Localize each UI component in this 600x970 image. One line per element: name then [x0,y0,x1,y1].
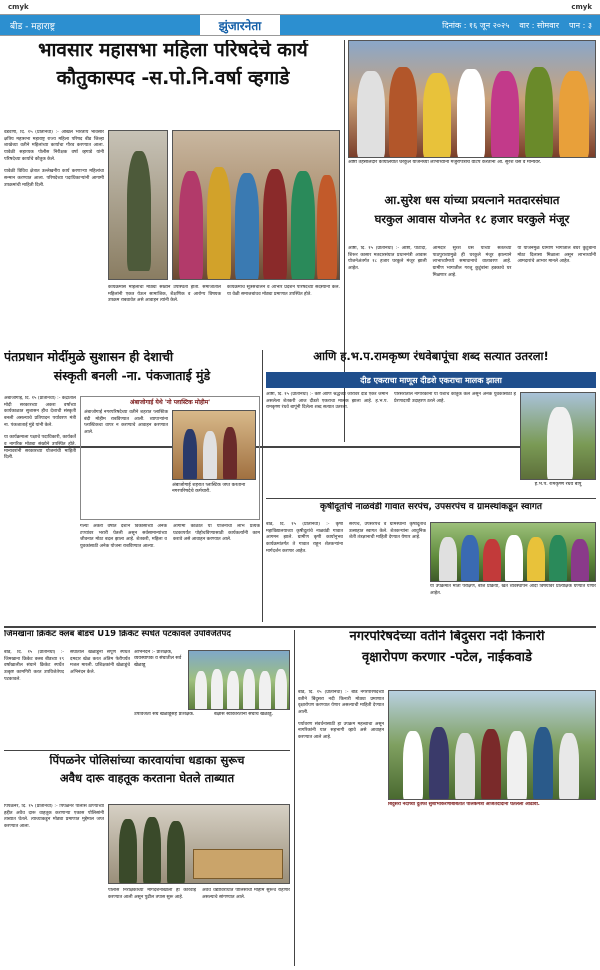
article-8-lower-columns [108,888,290,966]
cricket-caption-1: उपविजेता संघ खेळाडूंसह प्रशिक्षक. [134,712,195,717]
plastic-seizure-caption: अंबाजोगाई शहरात प्लास्टिक जप्त करताना नगरपरिषदेचे कर्मचारी. [172,482,246,495]
article-4-body-2: परिसरातील नागरिकांनी या यशाचे कौतुक केले असून अनेक युवकांसाठी हे प्रेरणादायी उदाहरण ठरले आहे. [394,392,516,404]
article-2-headline-block [348,194,596,242]
article-1-body-2: कार्यक्रमास महिलांची मोठ्या संख्येने उपस्थिती होती. समाजातील महिलांनी एकत्र येऊन सामाजिक, शैक्षणिक व आरोग्य विषयक उपक्रम राबवावेत असे आवाहन त्यांनी केले. [108,285,221,304]
article-8-body [4,804,104,966]
cricket-team-photo [188,650,290,710]
page-number: पान : ३ [569,20,592,30]
bindusara-river-review-photo [388,690,596,800]
article-2-body-2: आमदार सुरेश धस यांच्या सततच्या पाठपुराव्यामुळे ही घरकुले मंजूर झाल्याने लाभार्थ्यांमध्ये समाधानाचे वातावरण आहे. ग्रामीण भागातील गरजू कुटुंबांना हक्काचे घर मिळणार आहे. [432,246,512,278]
article-4-body [266,392,516,496]
article-4-banner-text: दीड एकराचा माणूस दीडशे एकराचा मालक झाला [360,375,502,385]
gharkul-distribution-photo [348,40,596,158]
article-5-body-3: या उपक्रमात माती परीक्षण, बीज प्रक्रिया, खत व्यवस्थापन आदी विषयांवर प्रात्यक्षिके घेण्यात येणार आहेत. [430,584,596,596]
article-6-body-2: संघातील खेळाडूंनी संपूर्ण स्पर्धेत दमदार खेळ करत अंतिम फेरीपर्यंत मजल मारली. प्रशिक्षकांनी खेळाडूंचे अभिनंदन केले. [70,650,130,675]
article-5-headline-block [266,502,596,518]
article-4-headline-block [266,350,596,368]
article-4-headline: आणि ह.भ.प.रामकृष्ण रंधवेबापूंचा शब्द सत्यात उतरला! [313,350,549,363]
plastic-seizure-photo [172,410,256,480]
no-plastic-box [80,396,260,520]
article-6-captions [134,712,290,746]
page-masthead [0,14,600,36]
newspaper-logo: झुंजारनेता [218,18,262,33]
article-7-headline-1: नगरपरिषदेच्या वतीने बिंदुसरा नदी किनारी [349,630,545,644]
seized-liquor-photo [108,804,290,884]
bindusara-photo-caption: बिंदुसरा नदीच्या दुतर्फा सुशोभीकरणाबाबतीत पालकमंत्री अजितदादांनी घेतलेला आढावा. [388,802,540,807]
cricket-caption-2: बक्षीस स्वीकारताना संघाचे खेळाडू. [214,712,274,717]
article-5-headline: कृषीदूतांचे नाळवंडी गावात सरपंच, उपसरपंच व ग्रामस्थांकडून स्वागत [319,502,543,512]
no-plastic-box-body: अंबाजोगाई नगरपरिषदेच्या वतीने शहरात प्लास्टिक बंदी मोहीम राबविण्यात आली. व्यापाऱ्यांना प्लास्टिकचा वापर न करण्याचे आवाहन करण्यात आले. [84,409,168,435]
article-1-headline-2: कौतुकास्पद -स.पो.नि.वर्षा व्हगाडे [56,66,290,89]
article-2-headline-2: घरकुल आवास योजनेत १८ हजार घरकुले मंजूर [374,212,570,227]
article-5-body-lower [430,584,596,622]
no-plastic-box-title: अंबाजोगाई येथे 'नो प्लास्टिक मोहीम' [129,399,211,406]
women-council-group-photo [172,130,340,280]
article-3-lower-columns [80,524,260,622]
article-7-caption-block [388,802,596,966]
ramkrishna-caption: ह.भ.प. रामकृष्ण रंधवे बापू [534,482,582,487]
article-3-headline-2: संस्कृती बनली -ना. पंकजाताई मुंडे [53,368,211,384]
article-6-body-1: बीड, दि. १५ (प्रतिनिधी) :- जिमखाना क्रिकेट क्लब बीडच्या १९ वर्षांखालील संघाने क्रिकेट स्पर्धेत उत्कृष्ट कामगिरी करत उपविजेतेपद पटकावले. [4,650,64,682]
article-6-headline: जिमखाना क्रिकेट क्लब बीडचे U19 क्रिकेट स्पर्धेत पटकावले उपविजेतेपद [4,630,231,639]
article-5-body [266,522,426,622]
cmyk-mark-right: cmyk [571,3,592,11]
article-2-body-1: आष्टी, दि. १५ (प्रतिनिधी) :- आष्टी, पाटोदा, शिरूर कासार मतदारसंघात प्रधानमंत्री आवास योजनेअंतर्गत १८ हजार घरकुले मंजूर झाली आहेत. [348,246,427,271]
ramkrishna-randhave-photo [520,392,596,480]
article-1-body-4: कार्यक्रमाचे सूत्रसंचालन व आभार प्रदर्शन परिषदेच्या सदस्यांनी केले. या वेळी समाजबांधव मोठ्या प्रमाणात उपस्थित होते. [227,285,340,297]
article-5-body-1: बीड, दि. १५ (प्रतिनिधी) :- कृषी महाविद्यालयाच्या कृषीदूतांचे नाळवंडी गावात आगमन झाले. ग्रामीण कृषी कार्यानुभव कार्यक्रमांतर्गत ते गावात राहून शेतकऱ्यांना मार्गदर्शन करणार आहेत. [266,522,343,554]
article-1-headline-1: भावसार महासभा महिला परिषदेचे कार्य [38,40,308,61]
article-7-headline-2: वृक्षारोपण करणार -पटेल, नाईकवाडे [362,649,532,665]
article-1-headline-block [4,40,342,126]
issue-day: वार : सोमवार [519,20,559,30]
article-3-body-3: या कार्यक्रमाला पक्षाचे पदाधिकारी, कार्यकर्ते व नागरिक मोठ्या संख्येने उपस्थित होते. मान्यवरांनी सरकारच्या योजनांची माहिती दिली. [4,435,76,461]
article-3-body-4: आगामी काळात या योजनांचा लाभ प्रत्येक घटकापर्यंत पोहोचविण्यासाठी कार्यकर्त्यांनी काम करावे असे आवाहन करण्यात आले. [173,524,260,543]
article-8-body-1: पिंपळनेर, दि. १५ (प्रतिनिधी) :- पिंपळनेर पोलीस ठाण्याच्या हद्दीत अवैध दारू वाहतूक करणाऱ्या एकास पोलिसांनी ताब्यात घेतले. त्याच्याकडून मोठ्या प्रमाणात मुद्देमाल जप्त करण्यात आला. [4,804,104,829]
article-3-headline-1: पंतप्रधान मोदींमुळे सुशासन ही देशाची [4,350,174,364]
article-7-headline-block [298,630,596,686]
cmyk-mark-left: cmyk [8,3,29,11]
article-3-body-2: गेल्या अकरा वर्षांत देशाने विकासाच्या अनेक टप्प्यांवर भरारी घेतली असून सर्वसामान्यांच्या जीवनात मोठा बदल झाला आहे. शेतकरी, महिला व युवकांसाठी अनेक योजना राबविण्यात आल्या. [80,524,167,549]
article-5-body-2: सरपंच, उपसरपंच व ग्रामस्थांनी कृषीदूतांचे उत्साहात स्वागत केले. शेतकऱ्यांना आधुनिक शेती तंत्रज्ञानाची माहिती देण्यात येणार आहे. [349,522,426,541]
article-1-body-3: यावेळी विविध क्षेत्रात उल्लेखनीय कार्य करणाऱ्या महिलांचा सन्मान करण्यात आला. परिषदेच्या पदाधिकाऱ्यांनी आगामी उपक्रमांची माहिती दिली. [4,169,104,188]
print-registration-bar [0,0,600,14]
article-3-body-1: अंबाजोगाई, दि. १५ (प्रतिनिधी) :- केंद्रातील मोदी सरकारच्या अकरा वर्षांच्या कार्यकाळात सुशासन हीच देशाची संस्कृती बनली असल्याचे प्रतिपादन पर्यावरण मंत्री ना. पंकजाताई मुंडे यांनी केले. [4,396,76,428]
article-8-body-2: पोलीस निरीक्षकांच्या मार्गदर्शनाखाली ही कारवाई करण्यात आली असून पुढील तपास सुरू आहे. [108,888,196,900]
article-1-body-1: वडवणी, दि. १५ (प्रतिनिधी) :- अखिल भारतीय भावसार क्षत्रिय महासभा महाराष्ट्र राज्य महिला परिषद बीड जिल्हा शाखेच्या वतीने महिलांच्या कार्याचा गौरव करण्यात आला. यावेळी सहाय्यक पोलीस निरीक्षक वर्षा व्हगाडे यांनी परिषदेच्या कार्याचे कौतुक केले. [4,130,104,162]
gharkul-photo-caption: आष्टी तहसीलदार कार्यालयात घरकुल योजनेच्या लाभार्थ्यांना मंजुरीपत्राचे वाटप करताना आ. सुरेश धस व मान्यवर. [348,160,542,165]
article-8-headline-2: अवैध दारू वाहतूक करताना घेतले ताब्यात [59,771,235,786]
article-8-headline-1: पिंपळनेर पोलिसांच्या कारवायांचा धडाका सुरूच [49,754,245,767]
article-4-body-1: आष्टी, दि. १५ (प्रतिनिधी) :- कष्ट आणि श्रद्धेच्या जोरावर दीड एकर जमीन असलेला शेतकरी आज दीडशे एकराचा मालक झाला आहे. ह.भ.प. रामकृष्ण रंधवे बापूंनी दिलेला शब्द सत्यात उतरला. [266,392,388,411]
article-7-body-1: बीड, दि. १५ (प्रतिनिधी) :- बीड नगरपरिषदेच्या वतीने बिंदुसरा नदी किनारी मोठ्या प्रमाणात वृक्षारोपण करण्यात येणार असल्याची माहिती देण्यात आली. [298,690,384,715]
section-label: बीड - महाराष्ट्र [0,15,200,35]
article-2-headline-1: आ.सुरेश धस यांच्या प्रयत्नाने मतदारसंघात [384,194,560,207]
article-6-body [4,650,130,746]
article-3-col-1 [4,396,76,622]
article-4-banner [266,372,596,388]
article-8-body-3: अवैध धंद्यांविरोधात पोलिसांची मोहीम सुरूच राहणार असल्याचे सांगण्यात आले. [202,888,290,900]
issue-info [280,15,600,35]
krishidoot-welcome-photo [430,522,596,582]
article-6-headline-block [4,630,290,646]
ramkrishna-caption-block [520,482,596,496]
article-6-list-text: अभिनंदन :- प्रशिक्षक, व्यवस्थापक व संघातील सर्व खेळाडू [134,650,182,668]
article-7-body [298,690,384,800]
issue-date: दिनांक : १६ जून २०२५ [442,20,510,30]
gharkul-photo-caption-block [348,160,596,192]
article-8-headline-block [4,754,290,800]
article-7-body-2: पर्यावरण संवर्धनासाठी हा उपक्रम महत्त्वाचा असून नागरिकांनी यात सहभागी व्हावे असे आवाहन करण्यात आले आहे. [298,721,384,740]
article-2-body-3: या योजनेमुळे ग्रामीण भागातील बेघर कुटुंबांना मोठा दिलासा मिळाला असून लाभार्थ्यांनी आमदारांचे आभार मानले आहेत. [517,246,596,265]
article-3-headline-block [4,350,260,392]
police-officer-photo [108,130,168,280]
